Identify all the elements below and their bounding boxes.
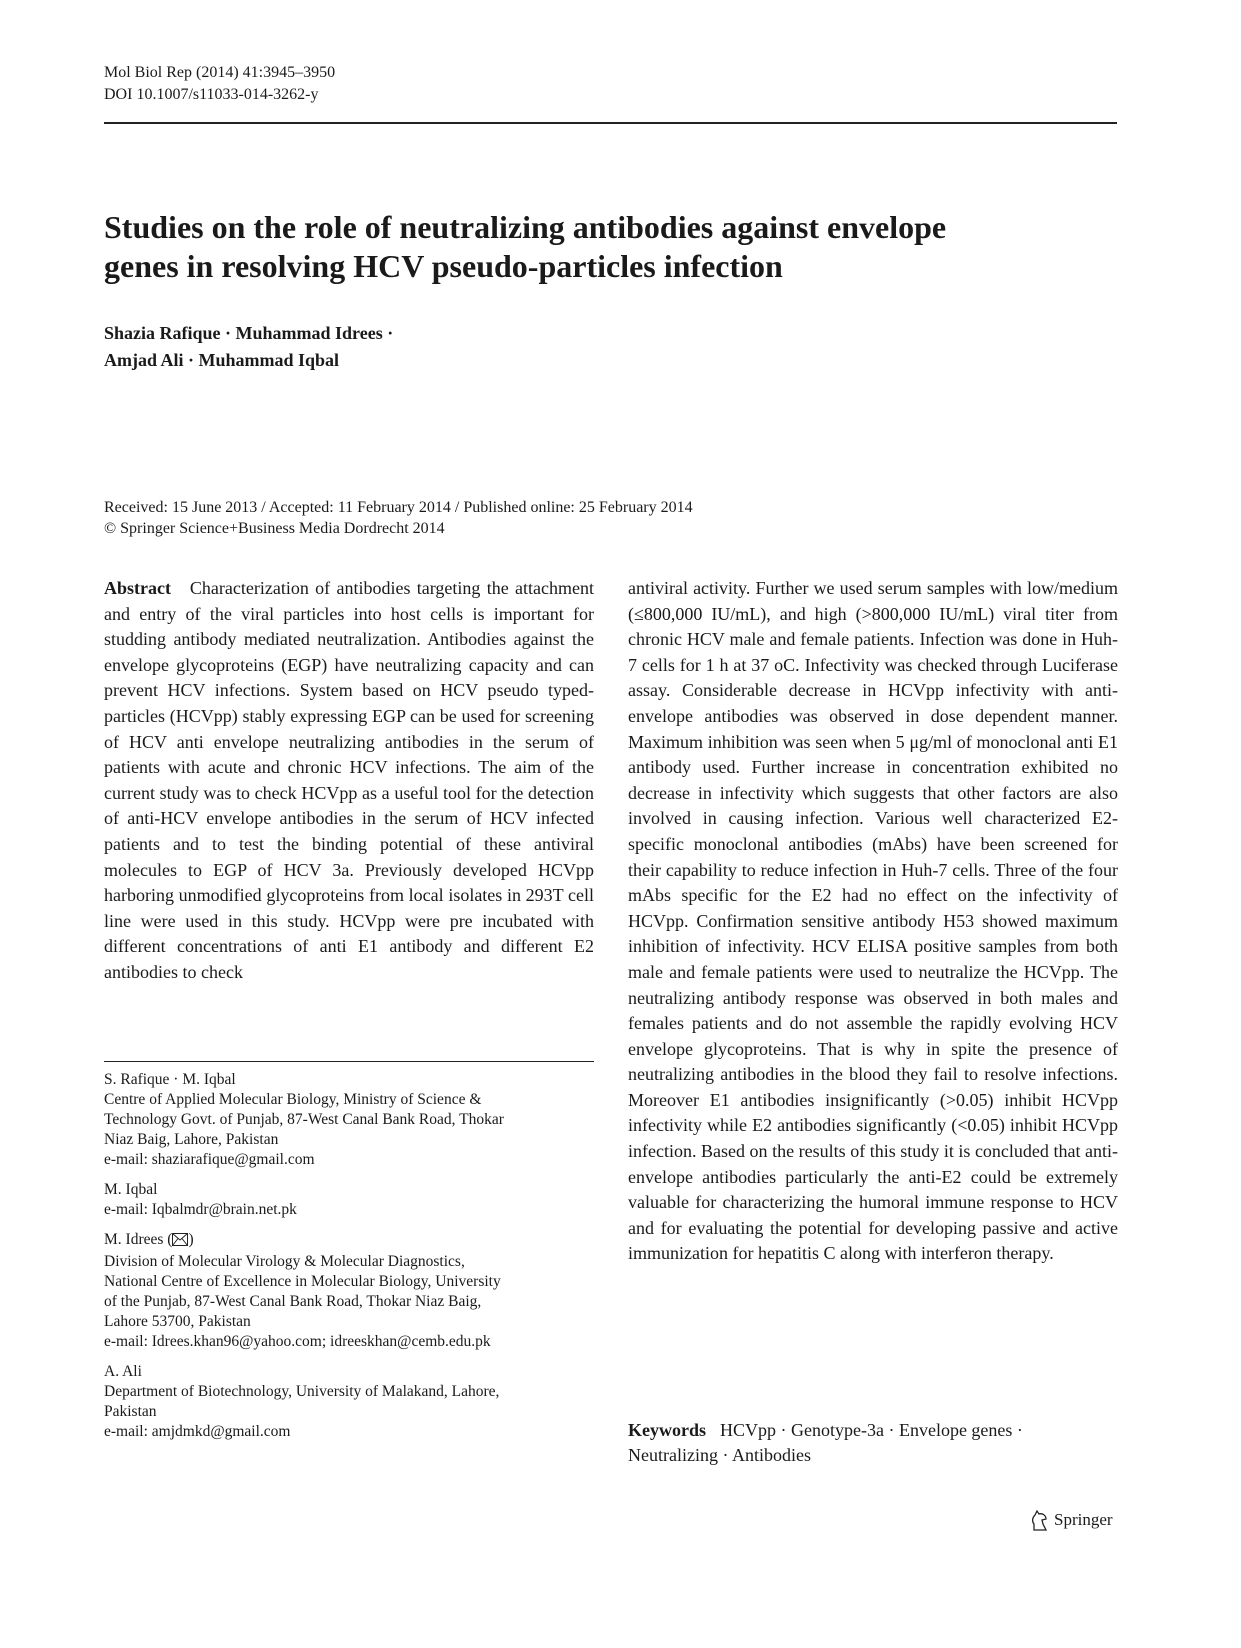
affiliation-names: S. Rafique · M. Iqbal: [104, 1071, 236, 1088]
affiliation-names: A. Ali: [104, 1363, 142, 1380]
affiliation-email[interactable]: e-mail: shaziarafique@gmail.com: [104, 1151, 315, 1168]
affiliation-names: M. Iqbal: [104, 1181, 158, 1198]
authors-line-2: Amjad Ali · Muhammad Iqbal: [104, 350, 340, 370]
doi: DOI 10.1007/s11033-014-3262-y: [104, 86, 319, 103]
keywords-heading: Keywords: [628, 1420, 706, 1440]
affiliation-block: [104, 1180, 594, 1220]
affiliation-line: Technology Govt. of Punjab, 87-West Canal Bank Road, Thokar: [104, 1111, 504, 1128]
affiliation-line: Centre of Applied Molecular Biology, Ministry of Science &: [104, 1091, 482, 1108]
affiliation-names-suffix: ): [188, 1231, 194, 1248]
journal-citation: Mol Biol Rep (2014) 41:3945–3950: [104, 64, 336, 81]
affiliation-line: National Centre of Excellence in Molecular Biology, University: [104, 1273, 501, 1290]
journal-header: [104, 62, 335, 106]
keywords: [628, 1418, 1118, 1468]
title-line-1: Studies on the role of neutralizing antibodies against envelope: [104, 209, 947, 245]
keywords-row-1: [628, 1418, 1118, 1443]
affiliation-line: Niaz Baig, Lahore, Pakistan: [104, 1131, 279, 1148]
affiliation-rule: [104, 1061, 594, 1062]
abstract-text-right: antiviral activity. Further we used serum samples with low/medium (≤800,000 IU/mL), and high (>800,000 IU/mL) viral titer from chronic HCV male and female patients. Infection was done in Huh-7 cells for 1 h at 37 oC. Infectivity was checked through Luciferase assay. Considerable decrease in HCVpp infectivity with anti-envelope antibodies was observed in dose dependent manner. Maximum inhibition was seen when 5 μg/ml of monoclonal anti E1 antibody used. Further increase in concentration exhibited no decrease in infectivity which suggests that other factors are also involved in causing infection. Various well characterized E2-specific monoclonal antibodies (mAbs) have been screened for their capability to reduce infection in Huh-7 cells. Three of the four mAbs specific for the E2 had no effect on the infectivity of HCVpp. Confirmation sensitive antibody H53 showed maximum inhibition of infectivity. HCV ELISA positive samples from both male and female patients were used to neutralize the HCVpp. The neutralizing antibody response was observed in both males and females patients and do not assemble the rapidly evolving HCV envelope glycoproteins. That is why in spite the presence of neutralizing antibodies in the blood they fail to resolve infections. Moreover E1 antibodies insignificantly (>0.05) inhibit HCVpp infectivity while E2 antibodies significantly (<0.05) inhibit HCVpp infection. Based on the results of this study it is concluded that anti-envelope antibodies particularly the anti-E2 could be extremely valuable for characterizing the humoral immune response to HCV and for evaluating the potential for developing passive and active immunization for hepatitis C along with interferon therapy.: [628, 578, 1118, 1264]
affiliation-line: of the Punjab, 87-West Canal Bank Road, Thokar Niaz Baig,: [104, 1293, 482, 1310]
keywords-line-1: HCVpp · Genotype-3a · Envelope genes ·: [720, 1420, 1023, 1440]
affiliation-email[interactable]: e-mail: amjdmkd@gmail.com: [104, 1423, 291, 1440]
affiliation-line: Division of Molecular Virology & Molecular Diagnostics,: [104, 1253, 465, 1270]
abstract-left-column: [104, 576, 594, 986]
dates-line: Received: 15 June 2013 / Accepted: 11 February 2014 / Published online: 25 February 2014: [104, 499, 693, 516]
affiliation-line: Lahore 53700, Pakistan: [104, 1313, 251, 1330]
affiliation-line: Pakistan: [104, 1403, 157, 1420]
affiliation-names-row: [104, 1230, 594, 1252]
abstract-right-column: [628, 576, 1118, 1267]
affiliation-email[interactable]: e-mail: Iqbalmdr@brain.net.pk: [104, 1201, 297, 1218]
springer-knight-icon: [1030, 1509, 1050, 1531]
abstract-text-left: Characterization of antibodies targeting the attachment and entry of the viral particles into host cells is important for studding antibody mediated neutralization. Antibodies against the envelope glycoproteins (EGP) have neutralizing capacity and can prevent HCV infections. System based on HCV pseudo typed-particles (HCVpp) stably expressing EGP can be used for screening of HCV anti envelope neutralizing antibodies in the serum of patients with acute and chronic HCV infections. The aim of the current study was to check HCVpp as a useful tool for the detection of anti-HCV envelope antibodies in the serum of HCV infected patients and to test the binding potential of these antiviral molecules to EGP of HCV 3a. Previously developed HCVpp harboring unmodified glycoproteins from local isolates in 293T cell line were used in this study. HCVpp were pre incubated with different concentrations of anti E1 antibody and different E2 antibodies to check: [104, 578, 594, 982]
affiliation-block: [104, 1070, 594, 1170]
author-list: [104, 320, 393, 374]
affiliation-block: [104, 1230, 594, 1352]
keywords-line-2: Neutralizing · Antibodies: [628, 1445, 811, 1465]
affiliation-email[interactable]: e-mail: Idrees.khan96@yahoo.com; idreeskhan@cemb.edu.pk: [104, 1333, 491, 1350]
copyright-line: © Springer Science+Business Media Dordrecht 2014: [104, 520, 445, 537]
publisher-name: Springer: [1054, 1510, 1113, 1529]
authors-line-1: Shazia Rafique · Muhammad Idrees ·: [104, 323, 394, 343]
article-title: [104, 208, 1104, 286]
publisher-logo: [1030, 1509, 1113, 1531]
title-line-2: genes in resolving HCV pseudo-particles infection: [104, 248, 783, 284]
affiliation-names: M. Idrees (: [104, 1231, 173, 1248]
envelope-icon[interactable]: [172, 1232, 188, 1252]
affiliation-block: [104, 1362, 594, 1442]
affiliations: [104, 1070, 594, 1452]
header-rule: [104, 122, 1117, 124]
affiliation-line: Department of Biotechnology, University of Malakand, Lahore,: [104, 1383, 500, 1400]
abstract-heading: Abstract: [104, 578, 171, 598]
publication-history: [104, 497, 693, 539]
